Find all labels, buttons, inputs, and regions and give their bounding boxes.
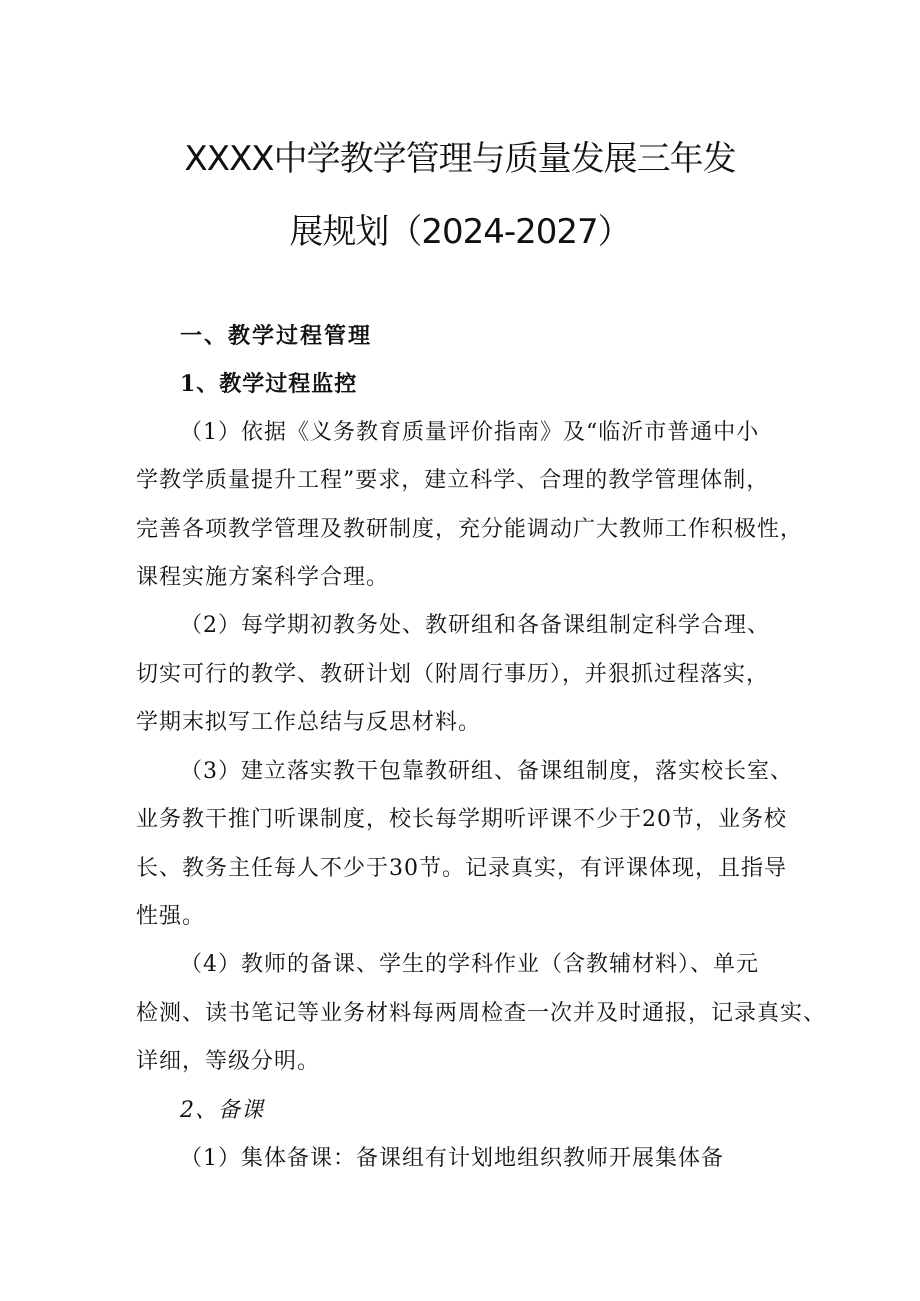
paragraph-line: （4）教师的备课、学生的学科作业（含教辅材料）、单元 xyxy=(180,952,759,977)
paragraph-line: 检测、读书笔记等业务材料每两周检查一次并及时通报，记录真实、 xyxy=(136,1001,827,1026)
document-title-line-1: XXXX中学教学管理与质量发展三年发 xyxy=(184,139,736,179)
paragraph-line: 详细，等级分明。 xyxy=(136,1049,321,1074)
paragraph-line: 学期末拟写工作总结与反思材料。 xyxy=(136,710,482,735)
paragraph-line: 切实可行的教学、教研计划（附周行事历），并狠抓过程落实， xyxy=(136,662,770,687)
document-title-line-2: 展规划（2024-2027） xyxy=(289,212,631,252)
subsection-heading: 2、备课 xyxy=(180,1098,264,1123)
paragraph-line: （1）集体备课：备课组有计划地组织教师开展集体备 xyxy=(180,1146,724,1171)
paragraph-line: 完善各项教学管理及教研制度，充分能调动广大教师工作积极性， xyxy=(136,517,804,542)
paragraph-line: （2）每学期初教务处、教研组和各备课组制定科学合理、 xyxy=(180,613,770,638)
paragraph-line: （1）依据《义务教育质量评价指南》及“临沂市普通中小 xyxy=(180,420,760,445)
paragraph-line: 课程实施方案科学合理。 xyxy=(136,565,390,590)
paragraph-line: 业务教干推门听课制度，校长每学期听评课不少于20节，业务校 xyxy=(136,807,787,832)
subsection-heading: 1、教学过程监控 xyxy=(180,371,358,397)
paragraph-line: 学教学质量提升工程”要求，建立科学、合理的教学管理体制， xyxy=(136,468,770,493)
paragraph-line: 长、教务主任每人不少于30节。记录真实，有评课体现，且指导 xyxy=(136,856,787,881)
section-heading: 一、教学过程管理 xyxy=(180,323,373,349)
paragraph-line: （3）建立落实教干包靠教研组、备课组制度，落实校长室、 xyxy=(180,759,793,784)
paragraph-line: 性强。 xyxy=(136,904,206,929)
